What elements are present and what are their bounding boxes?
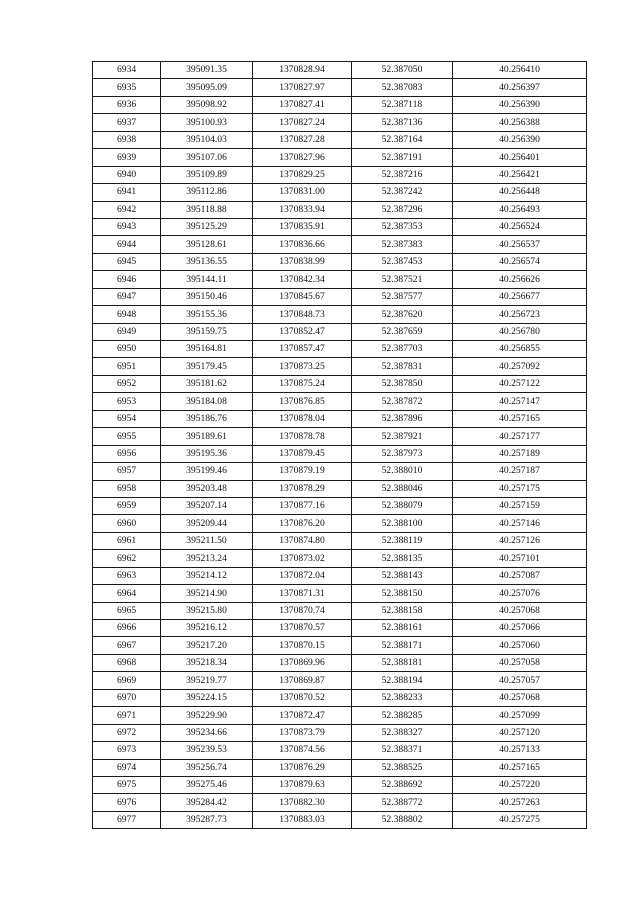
table-row [93,463,587,480]
x-coordinate-cell: 395216.12 [161,620,253,637]
y-coordinate-cell: 1370873.02 [253,550,352,567]
point-number-cell: 6963 [93,567,161,584]
point-number-cell: 6950 [93,341,161,358]
y-coordinate-cell: 1370876.20 [253,515,352,532]
y-coordinate-cell: 1370836.66 [253,236,352,253]
y-coordinate-cell: 1370827.41 [253,96,352,113]
table-row [93,689,587,706]
table-row [93,131,587,148]
point-number-cell: 6937 [93,114,161,131]
longitude-cell: 40.256855 [453,341,587,358]
latitude-cell: 52.387453 [352,253,453,270]
x-coordinate-cell: 395128.61 [161,236,253,253]
y-coordinate-cell: 1370827.28 [253,131,352,148]
y-coordinate-cell: 1370878.04 [253,410,352,427]
y-coordinate-cell: 1370827.97 [253,79,352,96]
point-number-cell: 6970 [93,689,161,706]
x-coordinate-cell: 395118.88 [161,201,253,218]
y-coordinate-cell: 1370879.63 [253,776,352,793]
latitude-cell: 52.387659 [352,323,453,340]
x-coordinate-cell: 395181.62 [161,375,253,392]
latitude-cell: 52.388158 [352,602,453,619]
table-row [93,742,587,759]
longitude-cell: 40.257133 [453,742,587,759]
table-row [93,358,587,375]
point-number-cell: 6974 [93,759,161,776]
longitude-cell: 40.257126 [453,532,587,549]
y-coordinate-cell: 1370872.47 [253,707,352,724]
y-coordinate-cell: 1370873.25 [253,358,352,375]
point-number-cell: 6934 [93,62,161,79]
table-row [93,654,587,671]
longitude-cell: 40.257066 [453,620,587,637]
longitude-cell: 40.257068 [453,689,587,706]
point-number-cell: 6955 [93,428,161,445]
x-coordinate-cell: 395125.29 [161,218,253,235]
table-row [93,218,587,235]
point-number-cell: 6956 [93,445,161,462]
point-number-cell: 6965 [93,602,161,619]
x-coordinate-cell: 395217.20 [161,637,253,654]
x-coordinate-cell: 395104.03 [161,131,253,148]
longitude-cell: 40.257189 [453,445,587,462]
latitude-cell: 52.387136 [352,114,453,131]
latitude-cell: 52.388371 [352,742,453,759]
table-row [93,323,587,340]
table-row [93,201,587,218]
x-coordinate-cell: 395224.15 [161,689,253,706]
point-number-cell: 6960 [93,515,161,532]
point-number-cell: 6945 [93,253,161,270]
table-row [93,149,587,166]
point-number-cell: 6949 [93,323,161,340]
x-coordinate-cell: 395195.36 [161,445,253,462]
point-number-cell: 6938 [93,131,161,148]
y-coordinate-cell: 1370878.78 [253,428,352,445]
x-coordinate-cell: 395098.92 [161,96,253,113]
point-number-cell: 6969 [93,672,161,689]
latitude-cell: 52.387296 [352,201,453,218]
table-row [93,585,587,602]
x-coordinate-cell: 395213.24 [161,550,253,567]
point-number-cell: 6951 [93,358,161,375]
latitude-cell: 52.388100 [352,515,453,532]
x-coordinate-cell: 395207.14 [161,497,253,514]
table-row [93,497,587,514]
longitude-cell: 40.256537 [453,236,587,253]
longitude-cell: 40.256626 [453,271,587,288]
table-row [93,253,587,270]
x-coordinate-cell: 395164.81 [161,341,253,358]
longitude-cell: 40.257060 [453,637,587,654]
y-coordinate-cell: 1370838.99 [253,253,352,270]
latitude-cell: 52.388327 [352,724,453,741]
y-coordinate-cell: 1370869.87 [253,672,352,689]
point-number-cell: 6942 [93,201,161,218]
latitude-cell: 52.387620 [352,306,453,323]
y-coordinate-cell: 1370831.00 [253,184,352,201]
latitude-cell: 52.388285 [352,707,453,724]
y-coordinate-cell: 1370870.74 [253,602,352,619]
longitude-cell: 40.257263 [453,794,587,811]
x-coordinate-cell: 395159.75 [161,323,253,340]
y-coordinate-cell: 1370873.79 [253,724,352,741]
y-coordinate-cell: 1370870.57 [253,620,352,637]
x-coordinate-cell: 395107.06 [161,149,253,166]
x-coordinate-cell: 395215.80 [161,602,253,619]
longitude-cell: 40.257057 [453,672,587,689]
x-coordinate-cell: 395214.90 [161,585,253,602]
point-number-cell: 6959 [93,497,161,514]
table-row [93,428,587,445]
point-number-cell: 6936 [93,96,161,113]
table-row [93,393,587,410]
latitude-cell: 52.388772 [352,794,453,811]
latitude-cell: 52.388143 [352,567,453,584]
table-row [93,62,587,79]
point-number-cell: 6966 [93,620,161,637]
longitude-cell: 40.256780 [453,323,587,340]
x-coordinate-cell: 395218.34 [161,654,253,671]
table-row [93,567,587,584]
table-row [93,811,587,828]
table-row [93,724,587,741]
latitude-cell: 52.387973 [352,445,453,462]
latitude-cell: 52.387921 [352,428,453,445]
latitude-cell: 52.388119 [352,532,453,549]
latitude-cell: 52.387850 [352,375,453,392]
table-row [93,794,587,811]
x-coordinate-cell: 395256.74 [161,759,253,776]
point-number-cell: 6943 [93,218,161,235]
x-coordinate-cell: 395219.77 [161,672,253,689]
longitude-cell: 40.257187 [453,463,587,480]
latitude-cell: 52.388233 [352,689,453,706]
longitude-cell: 40.257099 [453,707,587,724]
y-coordinate-cell: 1370879.19 [253,463,352,480]
latitude-cell: 52.388194 [352,672,453,689]
latitude-cell: 52.387577 [352,288,453,305]
latitude-cell: 52.388171 [352,637,453,654]
table-row [93,707,587,724]
y-coordinate-cell: 1370828.94 [253,62,352,79]
x-coordinate-cell: 395211.50 [161,532,253,549]
latitude-cell: 52.388525 [352,759,453,776]
point-number-cell: 6940 [93,166,161,183]
longitude-cell: 40.257175 [453,480,587,497]
table-row [93,776,587,793]
latitude-cell: 52.388802 [352,811,453,828]
x-coordinate-cell: 395239.53 [161,742,253,759]
longitude-cell: 40.257165 [453,410,587,427]
x-coordinate-cell: 395109.89 [161,166,253,183]
point-number-cell: 6952 [93,375,161,392]
latitude-cell: 52.387242 [352,184,453,201]
point-number-cell: 6971 [93,707,161,724]
longitude-cell: 40.256390 [453,96,587,113]
table-row [93,341,587,358]
x-coordinate-cell: 395095.09 [161,79,253,96]
longitude-cell: 40.256397 [453,79,587,96]
longitude-cell: 40.257275 [453,811,587,828]
point-number-cell: 6958 [93,480,161,497]
latitude-cell: 52.387083 [352,79,453,96]
table-row [93,375,587,392]
point-number-cell: 6961 [93,532,161,549]
latitude-cell: 52.387872 [352,393,453,410]
x-coordinate-cell: 395189.61 [161,428,253,445]
y-coordinate-cell: 1370878.29 [253,480,352,497]
y-coordinate-cell: 1370870.15 [253,637,352,654]
x-coordinate-cell: 395203.48 [161,480,253,497]
latitude-cell: 52.388010 [352,463,453,480]
table-row [93,271,587,288]
point-number-cell: 6946 [93,271,161,288]
point-number-cell: 6947 [93,288,161,305]
latitude-cell: 52.387521 [352,271,453,288]
y-coordinate-cell: 1370876.85 [253,393,352,410]
x-coordinate-cell: 395144.11 [161,271,253,288]
x-coordinate-cell: 395275.46 [161,776,253,793]
y-coordinate-cell: 1370842.34 [253,271,352,288]
x-coordinate-cell: 395287.73 [161,811,253,828]
y-coordinate-cell: 1370827.24 [253,114,352,131]
latitude-cell: 52.387050 [352,62,453,79]
longitude-cell: 40.256677 [453,288,587,305]
table-row [93,620,587,637]
x-coordinate-cell: 395209.44 [161,515,253,532]
latitude-cell: 52.388161 [352,620,453,637]
table-row [93,306,587,323]
table-row [93,532,587,549]
x-coordinate-cell: 395100.93 [161,114,253,131]
y-coordinate-cell: 1370833.94 [253,201,352,218]
point-number-cell: 6967 [93,637,161,654]
latitude-cell: 52.387216 [352,166,453,183]
longitude-cell: 40.257120 [453,724,587,741]
point-number-cell: 6935 [93,79,161,96]
table-row [93,184,587,201]
x-coordinate-cell: 395284.42 [161,794,253,811]
x-coordinate-cell: 395136.55 [161,253,253,270]
point-number-cell: 6973 [93,742,161,759]
y-coordinate-cell: 1370857.47 [253,341,352,358]
y-coordinate-cell: 1370882.30 [253,794,352,811]
y-coordinate-cell: 1370827.96 [253,149,352,166]
table-row [93,236,587,253]
latitude-cell: 52.388181 [352,654,453,671]
longitude-cell: 40.257147 [453,393,587,410]
latitude-cell: 52.387383 [352,236,453,253]
x-coordinate-cell: 395184.08 [161,393,253,410]
latitude-cell: 52.387703 [352,341,453,358]
table-row [93,672,587,689]
point-number-cell: 6941 [93,184,161,201]
point-number-cell: 6975 [93,776,161,793]
longitude-cell: 40.257101 [453,550,587,567]
y-coordinate-cell: 1370829.25 [253,166,352,183]
point-number-cell: 6972 [93,724,161,741]
longitude-cell: 40.256401 [453,149,587,166]
point-number-cell: 6962 [93,550,161,567]
y-coordinate-cell: 1370835.91 [253,218,352,235]
table-row [93,637,587,654]
latitude-cell: 52.388079 [352,497,453,514]
longitude-cell: 40.257058 [453,654,587,671]
latitude-cell: 52.388150 [352,585,453,602]
longitude-cell: 40.257177 [453,428,587,445]
longitude-cell: 40.256574 [453,253,587,270]
latitude-cell: 52.387896 [352,410,453,427]
latitude-cell: 52.387353 [352,218,453,235]
y-coordinate-cell: 1370876.29 [253,759,352,776]
longitude-cell: 40.256421 [453,166,587,183]
table-row [93,602,587,619]
longitude-cell: 40.257159 [453,497,587,514]
table-row [93,410,587,427]
longitude-cell: 40.256524 [453,218,587,235]
longitude-cell: 40.257076 [453,585,587,602]
coordinates-table [92,61,587,829]
y-coordinate-cell: 1370877.16 [253,497,352,514]
x-coordinate-cell: 395186.76 [161,410,253,427]
x-coordinate-cell: 395150.46 [161,288,253,305]
x-coordinate-cell: 395234.66 [161,724,253,741]
table-row [93,550,587,567]
table-row [93,759,587,776]
point-number-cell: 6957 [93,463,161,480]
y-coordinate-cell: 1370869.96 [253,654,352,671]
table-row [93,114,587,131]
x-coordinate-cell: 395155.36 [161,306,253,323]
point-number-cell: 6968 [93,654,161,671]
latitude-cell: 52.387164 [352,131,453,148]
latitude-cell: 52.387191 [352,149,453,166]
y-coordinate-cell: 1370883.03 [253,811,352,828]
longitude-cell: 40.256390 [453,131,587,148]
longitude-cell: 40.256493 [453,201,587,218]
y-coordinate-cell: 1370874.80 [253,532,352,549]
longitude-cell: 40.257092 [453,358,587,375]
x-coordinate-cell: 395091.35 [161,62,253,79]
point-number-cell: 6953 [93,393,161,410]
x-coordinate-cell: 395199.46 [161,463,253,480]
point-number-cell: 6954 [93,410,161,427]
y-coordinate-cell: 1370875.24 [253,375,352,392]
longitude-cell: 40.257165 [453,759,587,776]
longitude-cell: 40.256723 [453,306,587,323]
longitude-cell: 40.256410 [453,62,587,79]
longitude-cell: 40.256388 [453,114,587,131]
longitude-cell: 40.257220 [453,776,587,793]
point-number-cell: 6939 [93,149,161,166]
y-coordinate-cell: 1370872.04 [253,567,352,584]
longitude-cell: 40.256448 [453,184,587,201]
x-coordinate-cell: 395214.12 [161,567,253,584]
y-coordinate-cell: 1370871.31 [253,585,352,602]
longitude-cell: 40.257146 [453,515,587,532]
point-number-cell: 6976 [93,794,161,811]
table-row [93,166,587,183]
y-coordinate-cell: 1370879.45 [253,445,352,462]
latitude-cell: 52.388046 [352,480,453,497]
y-coordinate-cell: 1370870.52 [253,689,352,706]
longitude-cell: 40.257068 [453,602,587,619]
table-row [93,445,587,462]
point-number-cell: 6948 [93,306,161,323]
coordinates-table-body [93,62,587,829]
x-coordinate-cell: 395112.86 [161,184,253,201]
y-coordinate-cell: 1370852.47 [253,323,352,340]
table-row [93,515,587,532]
latitude-cell: 52.387831 [352,358,453,375]
point-number-cell: 6964 [93,585,161,602]
latitude-cell: 52.387118 [352,96,453,113]
latitude-cell: 52.388135 [352,550,453,567]
point-number-cell: 6977 [93,811,161,828]
table-row [93,96,587,113]
x-coordinate-cell: 395179.45 [161,358,253,375]
latitude-cell: 52.388692 [352,776,453,793]
longitude-cell: 40.257122 [453,375,587,392]
table-row [93,288,587,305]
point-number-cell: 6944 [93,236,161,253]
y-coordinate-cell: 1370845.67 [253,288,352,305]
y-coordinate-cell: 1370848.73 [253,306,352,323]
table-row [93,480,587,497]
longitude-cell: 40.257087 [453,567,587,584]
table-row [93,79,587,96]
x-coordinate-cell: 395229.90 [161,707,253,724]
y-coordinate-cell: 1370874.56 [253,742,352,759]
